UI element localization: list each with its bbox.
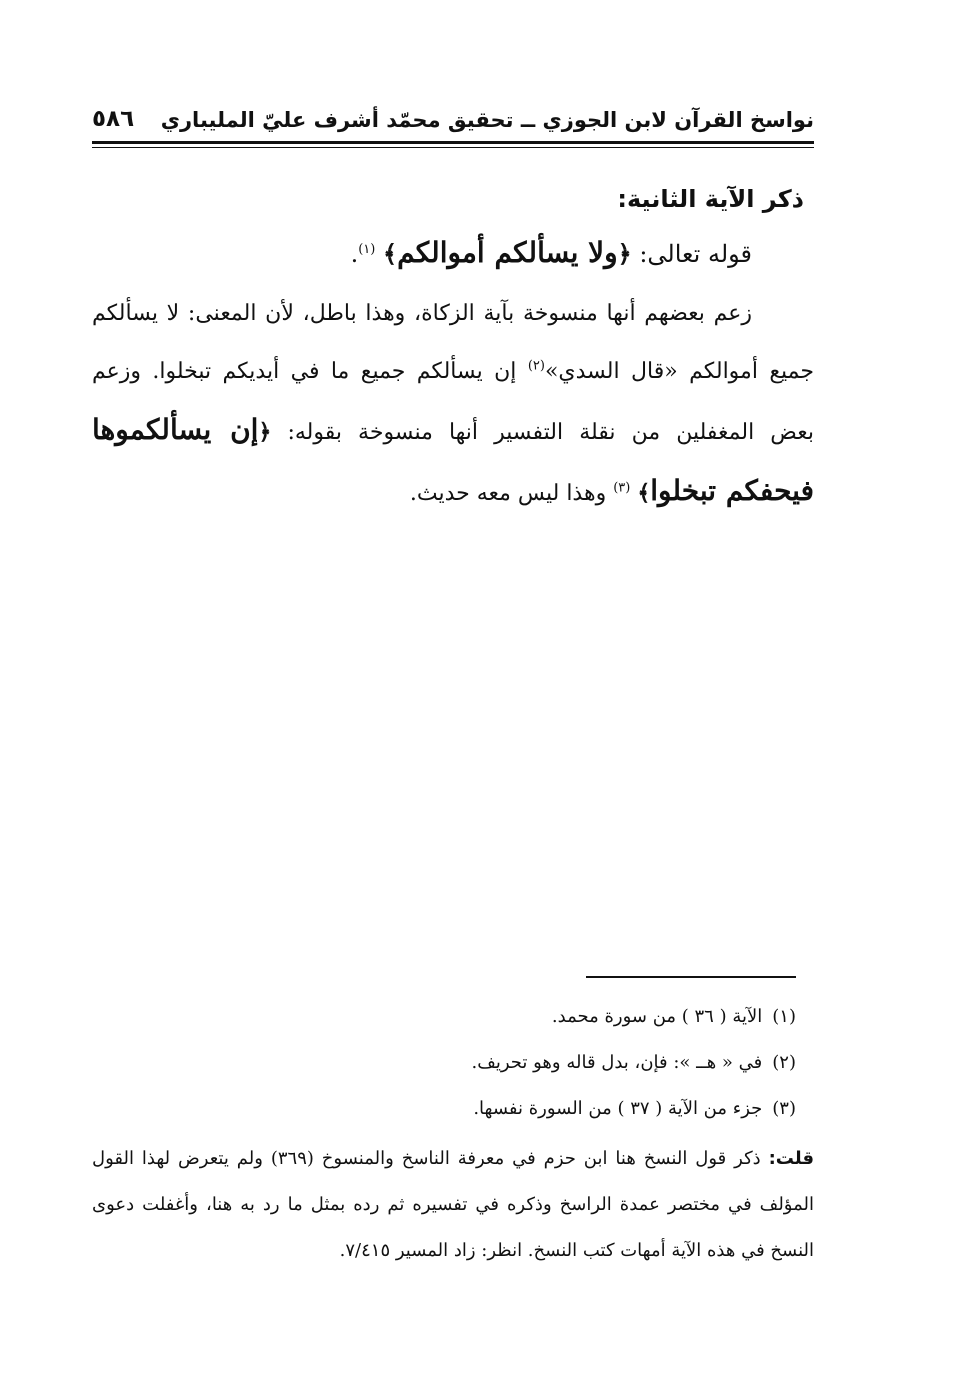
editor-note <box>92 1136 814 1274</box>
main-text <box>92 176 814 523</box>
verse-end: . <box>350 240 359 268</box>
header-rule-thick <box>92 141 814 144</box>
running-header <box>92 104 814 140</box>
footnote-item <box>92 994 796 1040</box>
header-rule-thin <box>92 147 814 148</box>
footnote-text: جزء من الآية ( ٣٧ ) من السورة نفسها. <box>473 1098 763 1119</box>
paragraph-text-1: زعم بعضهم أنها منسوخة بآية الزكاة، وهذا باطل، لأن المعنى: لا يسألكم جميع أموالكم «قال السدي» <box>92 301 814 384</box>
footnote-ref-1: (١) <box>358 242 376 257</box>
footnote-number: (٢) <box>772 1052 796 1073</box>
quran-verse: ولا يسألكم أموالكم <box>397 236 618 269</box>
footnote-number: (١) <box>772 1006 796 1027</box>
footnote-item <box>92 1086 796 1132</box>
footnote-text: الآية ( ٣٦ ) من سورة محمد. <box>551 1006 763 1027</box>
footnote-ref-3: (٣) <box>613 480 631 496</box>
verse-intro: قوله تعالى: <box>639 240 752 268</box>
quran-bracket-close: ﴾ <box>637 480 651 506</box>
footnote-text: في « هــ »: فإن، بدل قاله وهو تحريف. <box>471 1052 763 1073</box>
footnote-ref-2: (٢) <box>527 358 545 374</box>
editor-note-text: ذكر قول النسخ هنا ابن حزم في معرفة الناسخ والمنسوخ (٣٦٩) ولم يتعرض لهذا القول المؤلف في مختصر عمدة الراسخ وذكره في تفسيره ثم رده بمثل ما رد به هنا، وأغفلت دعوى النسخ في هذه الآية أمهات كتب النسخ. انظر: زاد المسير ٧/٤١٥. <box>92 1148 814 1261</box>
verse-line <box>92 222 752 285</box>
editor-note-label: قلت: <box>768 1148 814 1169</box>
footnote-separator <box>586 976 796 978</box>
quran-quote: إن يسألكموها فيحفكم تبخلوا <box>92 413 814 507</box>
running-title: نواسخ القرآن لابن الجوزي ــ تحقيق محمّد أشرف عليّ المليباري <box>160 108 814 132</box>
footnotes <box>92 994 814 1274</box>
quran-bracket-open: ﴿ <box>617 239 632 268</box>
section-heading: ذكر الآية الثانية: <box>617 185 804 213</box>
paragraph-text-3: وهذا ليس معه حديث. <box>409 481 607 506</box>
quran-bracket-close: ﴾ <box>383 239 398 268</box>
footnote-item <box>92 1040 796 1086</box>
page-number: ٥٨٦ <box>92 106 135 132</box>
paragraph-text-2: إن يسألكم جميع ما في أيديكم تبخلوا. وزعم بعض المغفلين من نقلة التفسير أنها منسوخة بقوله: <box>92 359 814 445</box>
footnote-number: (٣) <box>772 1098 796 1119</box>
quran-bracket-open: ﴿ <box>258 419 272 445</box>
body-paragraph <box>92 285 814 523</box>
